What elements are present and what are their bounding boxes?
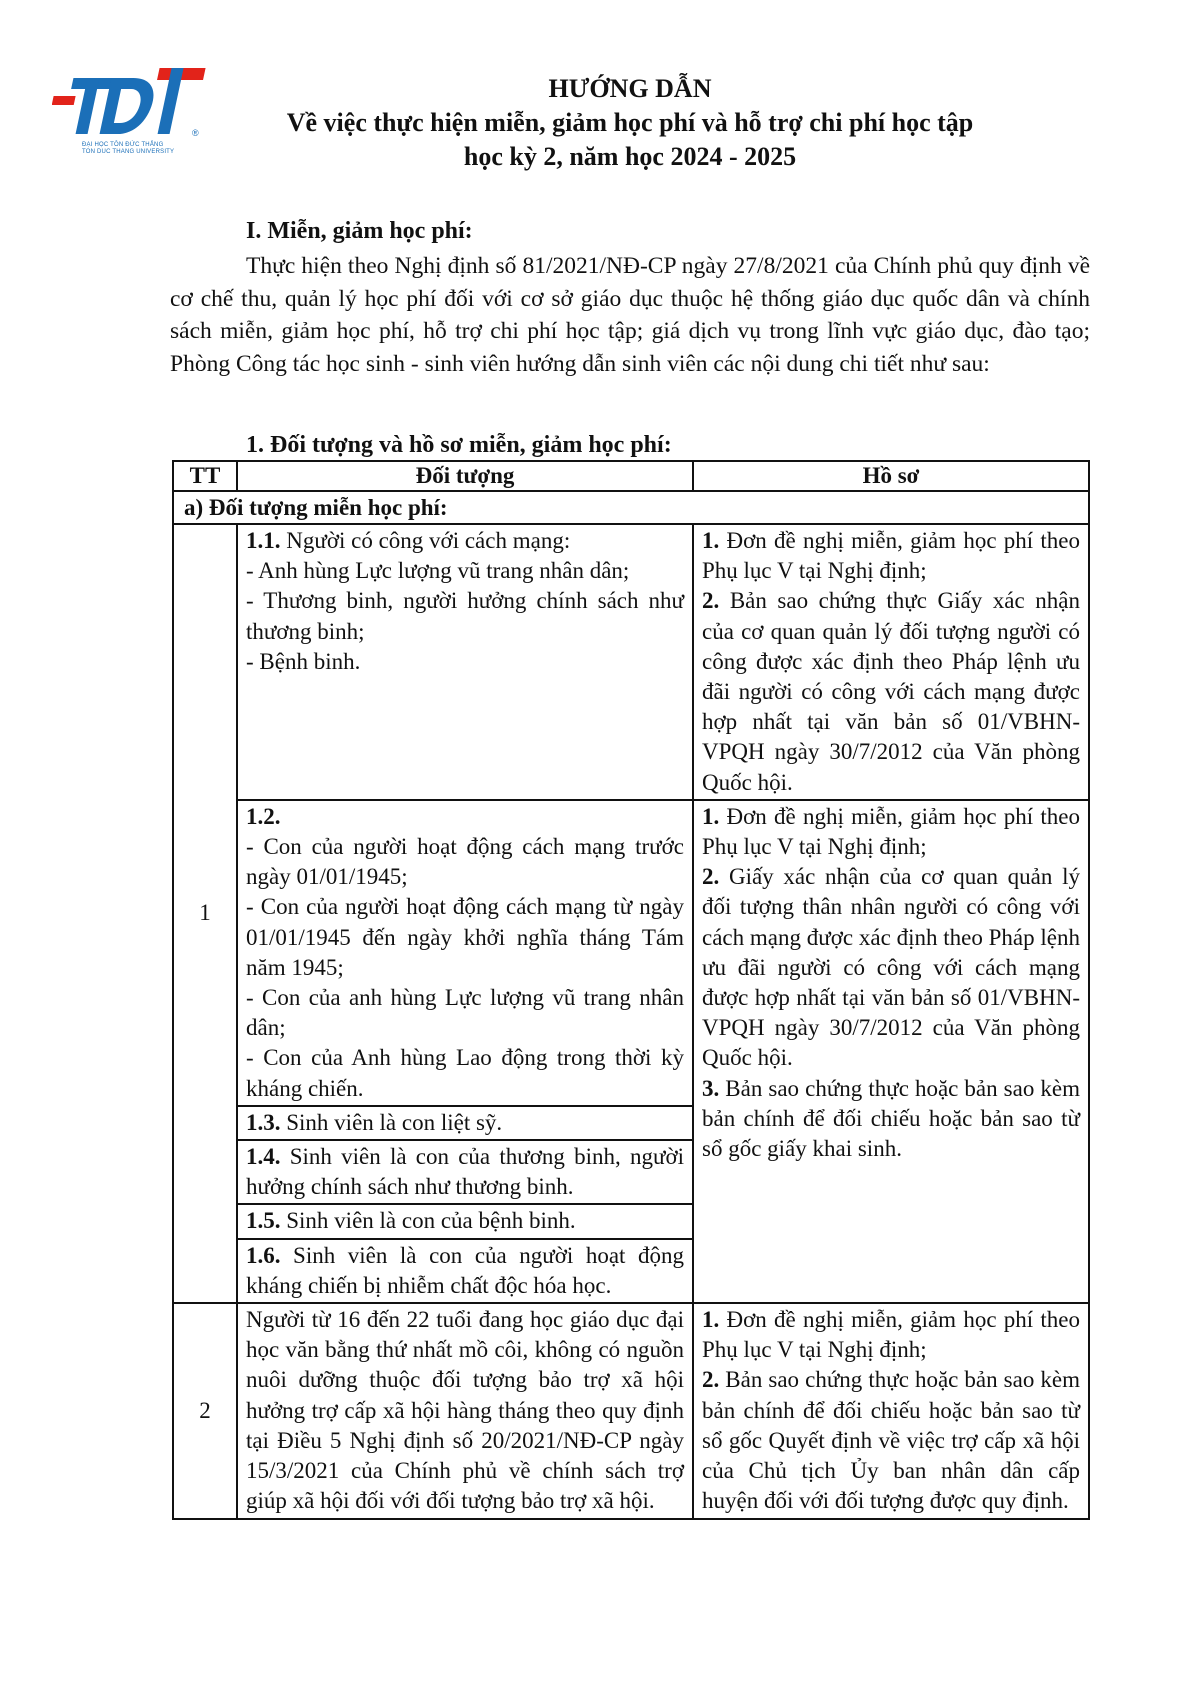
doc-number: 2. — [702, 588, 720, 614]
table-header-row — [173, 461, 1089, 491]
object-cell-1-3 — [237, 1106, 693, 1140]
item-label: 1.3. — [246, 1109, 281, 1135]
table-row — [173, 1303, 1089, 1518]
table-row — [173, 800, 1089, 1106]
intro-paragraph: Thực hiện theo Nghị định số 81/2021/NĐ-CP ngày 27/8/2021 của Chính phủ quy định về cơ chế thu, quản lý học phí đối với cơ sở giáo dục thuộc hệ thống giáo dục quốc dân và chính sách miễn, giảm học phí, hỗ trợ chi phí học tập; giá dịch vụ trong lĩnh vực giáo dục, đào tạo; Phòng Công tác học sinh - sinh viên hướng dẫn sinh viên các nội dung chi tiết như sau: — [170, 253, 1090, 377]
doc-number: 2. — [702, 864, 720, 890]
item-label: 1.1. — [246, 528, 281, 553]
header-cell-object: Đối tượng — [237, 461, 693, 491]
doc-text: Đơn đề nghị miễn, giảm học phí theo Phụ lục V tại Nghị định; — [702, 528, 1080, 584]
doc-number: 3. — [702, 1075, 720, 1101]
doc-number: 1. — [702, 528, 720, 553]
item-text: Sinh viên là con liệt sỹ. — [280, 1109, 503, 1135]
doc-text: Giấy xác nhận của cơ quan quản lý đối tượng thân nhân người có công với cách mạng được xác định theo Pháp lệnh ưu đãi người có công với cách mạng được hợp nhất tại văn bản số 01/VBHN-VPQH ngày 30/7/2012 của Văn phòng Quốc hội. — [702, 864, 1080, 1071]
item-line: - Con của người hoạt động cách mạng từ ngày 01/01/1945 đến ngày khởi nghĩa tháng Tám năm 1945; — [246, 894, 684, 980]
doc-number: 1. — [702, 803, 720, 829]
document-title: HƯỚNG DẪN — [548, 74, 712, 103]
group-a-label: a) Đối tượng miễn học phí: — [173, 491, 1089, 524]
logo-tagline-en: TON DUC THANG UNIVERSITY — [82, 149, 175, 155]
item-line: - Thương binh, người hưởng chính sách như thương binh; — [246, 588, 684, 644]
item-label: 1.6. — [246, 1242, 281, 1268]
documents-cell-2 — [693, 1303, 1089, 1518]
document-header — [230, 72, 1030, 174]
item-line: - Anh hùng Lực lượng vũ trang nhân dân; — [246, 558, 630, 584]
header-cell-documents: Hồ sơ — [693, 461, 1089, 491]
section-title: I. Miễn, giảm học phí: — [246, 218, 473, 244]
object-cell-2: Người từ 16 đến 22 tuổi đang học giáo dục đại học văn bằng thứ nhất mồ côi, không có nguồn nuôi dưỡng thuộc đối tượng bảo trợ xã hội hưởng trợ cấp xã hội hàng tháng theo quy định tại Điều 5 Nghị định số 20/2021/NĐ-CP ngày 15/3/2021 của Chính phủ về chính sách trợ giúp xã hội đối với đối tượng bảo trợ xã hội. — [237, 1303, 693, 1518]
object-cell-1-2 — [237, 800, 693, 1106]
item-line: - Con của Anh hùng Lao động trong thời kỳ kháng chiến. — [246, 1045, 684, 1101]
row-number-2: 2 — [173, 1303, 237, 1518]
doc-text: Bản sao chứng thực hoặc bản sao kèm bản chính để đối chiếu hoặc bản sao từ sổ gốc Quyết định về việc trợ cấp xã hội của Chủ tịch Ủy ban nhân dân cấp huyện đối với đối tượng được quy định. — [702, 1367, 1080, 1514]
documents-cell-1-1 — [693, 524, 1089, 800]
table-row — [173, 524, 1089, 800]
object-cell-1-6 — [237, 1239, 693, 1303]
object-cell-1-4 — [237, 1140, 693, 1204]
item-line: - Bệnh binh. — [246, 648, 361, 674]
doc-text: Bản sao chứng thực hoặc bản sao kèm bản chính để đối chiếu hoặc bản sao từ sổ gốc giấy khai sinh. — [702, 1075, 1080, 1162]
subsection-title: 1. Đối tượng và hồ sơ miễn, giảm học phí: — [246, 432, 672, 458]
item-label: 1.5. — [246, 1208, 281, 1234]
logo-tagline-vi: ĐẠI HỌC TÔN ĐỨC THẮNG — [82, 142, 164, 148]
item-text: Sinh viên là con của thương binh, người hưởng chính sách như thương binh. — [246, 1144, 684, 1200]
registered-mark: ® — [192, 128, 199, 138]
tdt-logo-mark — [52, 66, 212, 146]
documents-cell-1-2 — [693, 800, 1089, 1303]
item-line: - Con của người hoạt động cách mạng trước ngày 01/01/1945; — [246, 834, 684, 890]
item-label: 1.4. — [246, 1144, 281, 1170]
doc-text: Bản sao chứng thực Giấy xác nhận của cơ quan quản lý đối tượng người có công được xác định theo Pháp lệnh ưu đãi người có công với cách mạng được hợp nhất tại văn bản số 01/VBHN-VPQH ngày 30/7/2012 của Văn phòng Quốc hội. — [702, 588, 1080, 795]
table-group-row — [173, 491, 1089, 524]
document-subtitle: Về việc thực hiện miễn, giảm học phí và hỗ trợ chi phí học tập — [286, 108, 974, 137]
logo-tagline — [82, 142, 174, 156]
item-text: Sinh viên là con của người hoạt động kháng chiến bị nhiễm chất độc hóa học. — [246, 1242, 684, 1298]
object-cell-1-5 — [237, 1204, 693, 1238]
object-cell-1-1 — [237, 524, 693, 800]
document-term: học kỳ 2, năm học 2024 - 2025 — [463, 142, 797, 171]
item-line: - Con của anh hùng Lực lượng vũ trang nhân dân; — [246, 985, 684, 1041]
eligibility-table — [172, 460, 1090, 1520]
doc-item — [702, 586, 1080, 797]
doc-item — [702, 862, 1080, 1073]
doc-number: 2. — [702, 1367, 720, 1393]
doc-item — [702, 1074, 1080, 1165]
doc-text: Đơn đề nghị miễn, giảm học phí theo Phụ lục V tại Nghị định; — [702, 803, 1080, 860]
header-cell-tt: TT — [173, 461, 237, 491]
item-label: 1.2. — [246, 803, 281, 829]
doc-item — [702, 1365, 1080, 1516]
doc-text: Đơn đề nghị miễn, giảm học phí theo Phụ lục V tại Nghị định; — [702, 1307, 1080, 1363]
row-number-1: 1 — [173, 524, 237, 1303]
doc-number: 1. — [702, 1307, 720, 1333]
university-logo — [52, 66, 212, 166]
item-text: Người có công với cách mạng: — [280, 528, 571, 553]
item-text: Sinh viên là con của bệnh binh. — [280, 1208, 576, 1234]
